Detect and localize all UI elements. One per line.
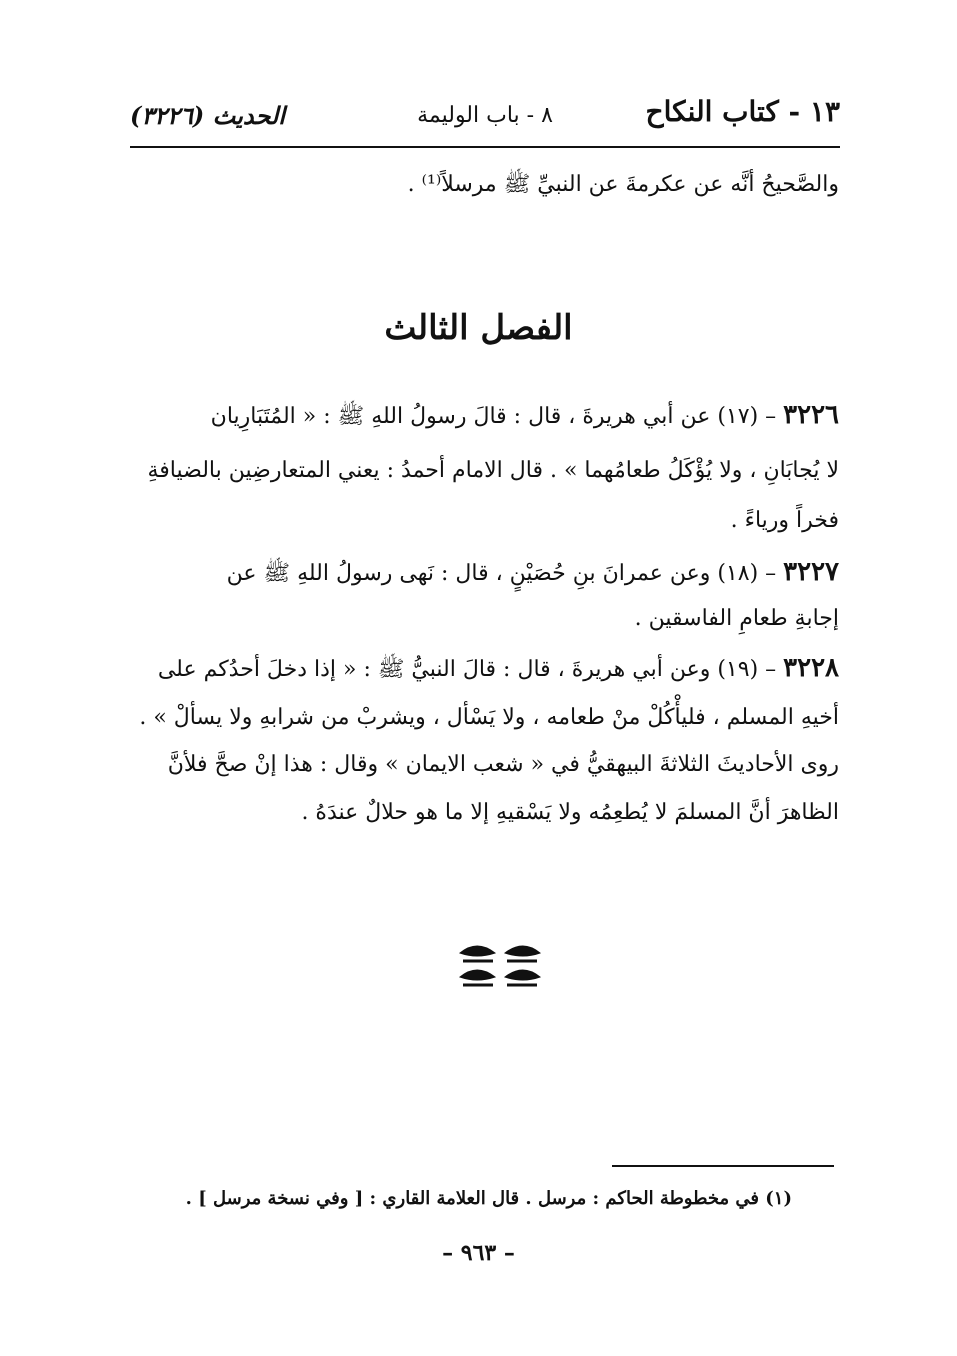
footnote: (١) في مخطوطة الحاكم : مرسل . قال العلامة القاري : [ وفي نسخة مرسل ] . — [185, 1188, 792, 1209]
hadith-reference: الحديث (٣٢٢٦) — [130, 101, 285, 130]
hadith-3226-line-3: فخراً ورياءً . — [730, 508, 839, 533]
section-title: ٨ - باب الوليمة — [417, 103, 553, 128]
section-heading: الفصل الثالث — [384, 308, 573, 348]
page-number: – ٩٦٣ – — [442, 1240, 515, 1266]
hadith-text: – (١٩) وعن أبي هريرةَ ، قال : قالَ النبيُّ ﷺ : « إذا دخلَ أحدُكم على — [157, 657, 777, 682]
hadith-3228-line-4: الظاهرَ أنَّ المسلمَ لا يُطعِمُه ولا يَسْقيهِ إلا ما هو حلالٌ عندَهُ . — [301, 800, 839, 825]
hadith-number: ٣٢٢٦ — [783, 400, 839, 430]
hadith-3228-line-3: روى الأحاديثَ الثلاثةَ البيهقيُّ في « شعب الايمان » وقال : هذا إنْ صحَّ فلأنَّ — [167, 752, 839, 777]
hadith-3227-line-2: إجابةِ طعامِ الفاسقين . — [634, 606, 839, 631]
header-divider — [130, 146, 840, 148]
chapter-title: ١٣ - كتاب النكاح — [645, 95, 840, 128]
hadith-text: – (١٨) وعن عمرانَ بنِ حُصَيْنٍ ، قال : نَهى رسولُ اللهِ ﷺ عن — [226, 561, 777, 586]
hadith-3228-line-2: أخيهِ المسلم ، فليأْكُلْ منْ طعامه ، ولا يَسْأل ، ويشربْ من شرابهِ ولا يسألْ » . — [139, 705, 839, 730]
decorative-ornament-icon — [455, 935, 545, 995]
running-header — [130, 95, 840, 145]
hadith-3226-line-1 — [211, 400, 839, 431]
footnote-divider — [612, 1165, 834, 1167]
hadith-3226-line-2: لا يُجابَانِ ، ولا يُؤْكَلُ طعامُهما » . قال الامام أحمدُ : يعني المتعارضِين بالضيافةِ — [147, 458, 839, 483]
hadith-3227-line-1 — [227, 557, 839, 588]
hadith-text: – (١٧) عن أبي هريرةَ ، قال : قالَ رسولُ اللهِ ﷺ : « المُتَبَارِيان — [210, 404, 777, 429]
hadith-number: ٣٢٢٨ — [783, 653, 839, 683]
hadith-number: ٣٢٢٧ — [783, 557, 839, 587]
intro-line: والصَّحيحُ أنَّه عن عكرمةَ عن النبيِّ ﷺ مرسلاً⁽¹⁾ . — [407, 172, 839, 197]
hadith-3228-line-1 — [158, 653, 839, 684]
